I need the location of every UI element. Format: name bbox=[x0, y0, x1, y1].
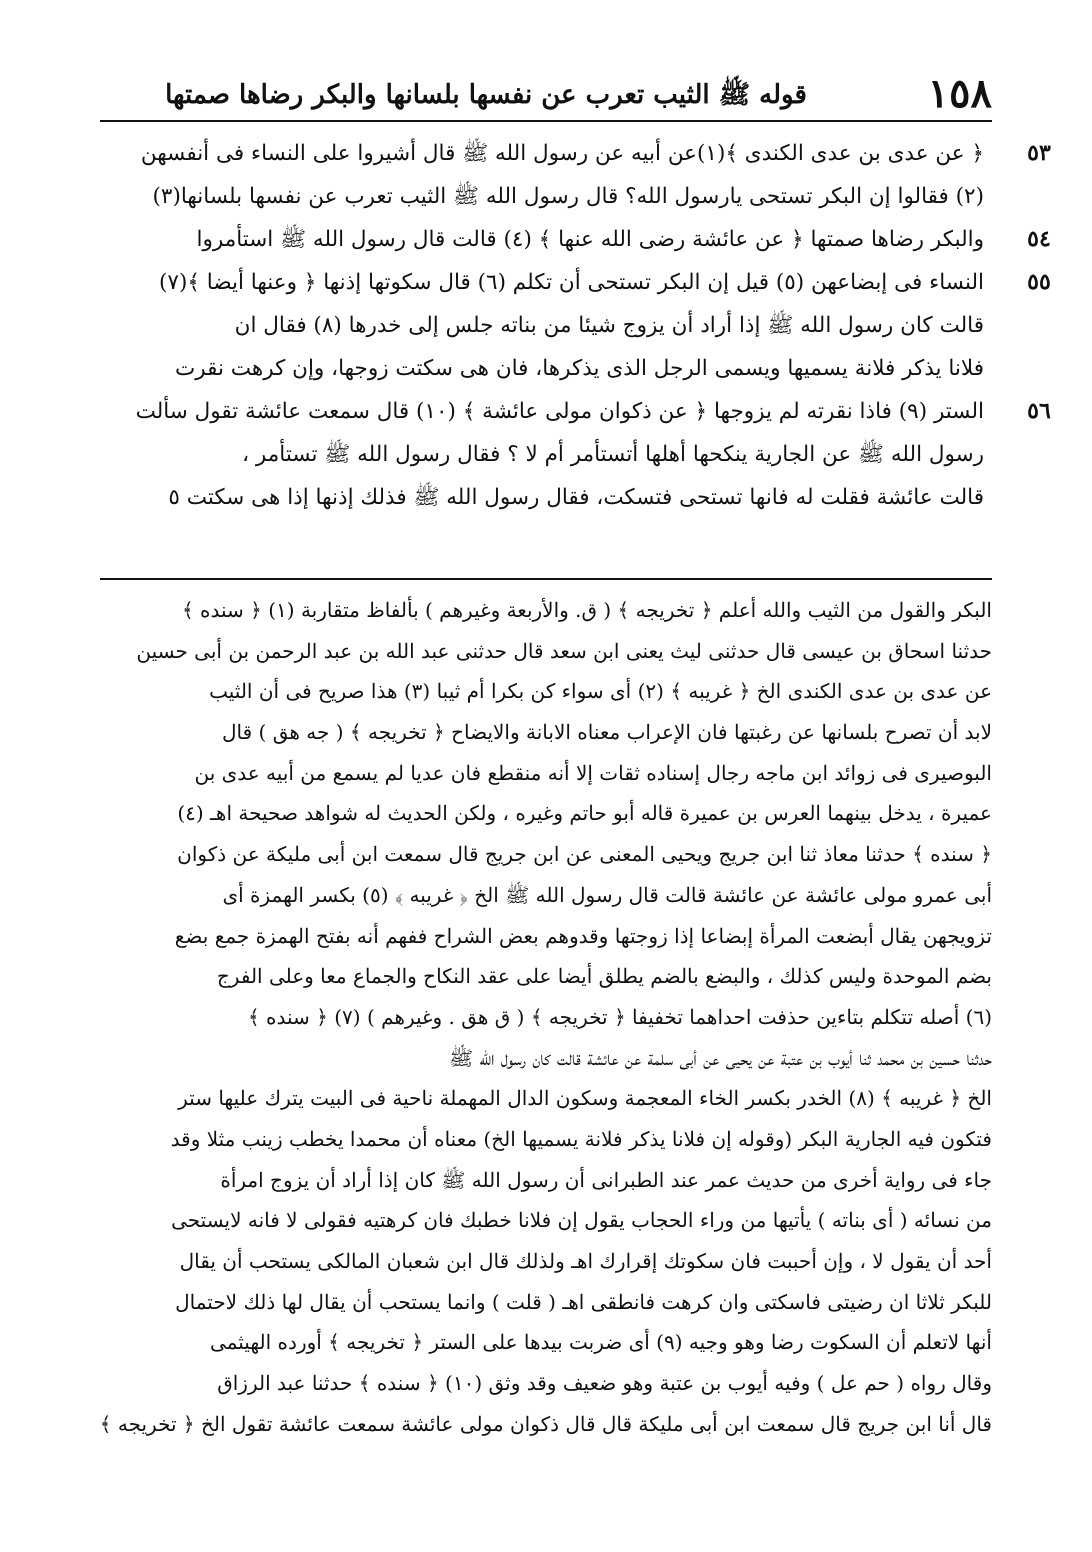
line-text: ﴿ عن عدى بن عدى الكندى ﴾(١)عن أبيه عن رسول الله ﷺ قال أشيروا على النساء فى أنفسهن bbox=[140, 141, 984, 166]
text-line bbox=[100, 218, 1051, 261]
hadith-number: ٥٥ bbox=[1027, 269, 1051, 295]
footnote-line: أحد أن يقول لا ، وإن أحببت فان سكوتك إقرارك اهـ ولذلك قال ابن شعبان المالكى يستحب أن يقال bbox=[179, 1249, 992, 1273]
footnote-line: الخ ﴿ غريبه ﴾ (٨) الخدر بكسر الخاء المعجمة وسكون الدال المهملة ناحية فى البيت يترك عليها ستر bbox=[178, 1086, 992, 1111]
footnote-line: للبكر ثلاثا ان رضيتى فاسكتى وان كرهت فانطقى اهـ ( قلت ) وانما يستحب أن يقال لها ذلك لاحتمال bbox=[175, 1289, 992, 1314]
footnote-line: قال أنا ابن جريج قال سمعت ابن أبى مليكة قال قال ذكوان مولى عائشة سمعت عائشة تقول الخ ﴿ تخريجه ﴾ bbox=[99, 1411, 992, 1436]
footnote-line: من نسائه ( أى بناته ) يأتيها من وراء الحجاب يقول إن فلانا خطبك فان كرهتيه فقولى لا فانه لايستحى bbox=[171, 1208, 992, 1233]
hadith-number: ٥٤ bbox=[1027, 226, 1051, 252]
text-line bbox=[100, 261, 1051, 304]
footnote-line: البوصيرى فى زوائد ابن ماجه رجال إسناده ثقات إلا أنه منقطع فان عديا لم يسمع من أبيه عدى بن bbox=[194, 760, 992, 785]
footnote-divider bbox=[100, 578, 992, 580]
main-text bbox=[100, 132, 1051, 519]
line-text: رسول الله ﷺ عن الجارية ينكحها أهلها أتستأمر أم لا ؟ فقال رسول الله ﷺ تستأمر ، bbox=[242, 442, 984, 467]
footnote-line: عميرة ، يدخل بينهما العرس بن عميرة قاله أبو حاتم وغيره ، ولكن الحديث له شواهد صحيحة اهـ (٤) bbox=[177, 801, 992, 826]
line-text: فلانا يذكر فلانة يسميها ويسمى الرجل الذى يذكرها، فان هى سكتت زوجها، وإن كرهت نقرت bbox=[174, 356, 984, 381]
text-line bbox=[100, 175, 992, 218]
hadith-number: ٥٦ bbox=[1027, 398, 1051, 424]
text-line bbox=[100, 390, 1051, 433]
footnote-line: عن عدى بن عدى الكندى الخ ﴿ غريبه ﴾ (٢) أى سواء كن بكرا أم ثيبا (٣) هذا صريح فى أن الثيب bbox=[209, 679, 992, 704]
line-text: قالت كان رسول الله ﷺ إذا أراد أن يزوج شيئا من بناته جلس إلى خدرها (٨) فقال ان bbox=[234, 313, 984, 338]
line-text: الستر (٩) فاذا نقرته لم يزوجها ﴿ عن ذكوان مولى عائشة ﴾ (١٠) قال سمعت عائشة تقول سألت bbox=[135, 399, 984, 424]
page-header bbox=[100, 60, 992, 122]
page-number: ١٥٨ bbox=[927, 70, 992, 117]
text-line bbox=[100, 433, 992, 476]
line-text: (٢) فقالوا إن البكر تستحى يارسول الله؟ قال رسول الله ﷺ الثيب تعرب عن نفسها بلسانها(٣) bbox=[152, 184, 984, 209]
footnote-line: بضم الموحدة وليس كذلك ، والبضع بالضم يطلق أيضا على عقد النكاح والجماع معا وعلى الفرج bbox=[216, 964, 992, 989]
footnote-line: جاء فى رواية أخرى من حديث عمر عند الطبرانى أن رسول الله ﷺ كان إذا أراد أن يزوج امرأة bbox=[220, 1167, 992, 1192]
footnote-line: حدثنا حسين بن محمد ثنا أيوب بن عتبة عن يحيى عن أبى سلمة عن عائشة قالت كان رسول الله ﷺ bbox=[448, 1045, 992, 1070]
footnote-line: حدثنا اسحاق بن عيسى قال حدثنى ليث يعنى ابن سعد قال حدثنى عبد الله بن عبد الرحمن بن أبى حسين bbox=[136, 638, 992, 663]
footnote-line: (٦) أصله تتكلم بتاءين حذفت احداهما تخفيفا ﴿ تخريجه ﴾ ( ق هق . وغيرهم ) (٧) ﴿ سنده ﴾ bbox=[247, 1004, 992, 1029]
text-line bbox=[100, 132, 1051, 175]
running-title: قوله ﷺ الثيب تعرب عن نفسها بلسانها والبكر رضاها صمتها bbox=[165, 80, 807, 110]
line-text: النساء فى إبضاعهن (٥) قيل إن البكر تستحى أن تكلم (٦) قال سكوتها إذنها ﴿ وعنها أيضا ﴾(٧) bbox=[159, 270, 984, 295]
hadith-number: ٥٣ bbox=[1027, 140, 1051, 166]
footnote-line: البكر والقول من الثيب والله أعلم ﴿ تخريجه ﴾ ( ق. والأربعة وغيرهم ) بألفاظ متقاربة (١) ﴿ سنده ﴾ bbox=[181, 598, 992, 622]
text-line bbox=[100, 347, 992, 390]
footnote-line: أنها لاتعلم أن السكوت رضا وهو وجيه (٩) أى ضربت بيدها على الستر ﴿ تخريجه ﴾ أورده الهيثمى bbox=[210, 1330, 992, 1355]
footnotes bbox=[100, 590, 992, 1444]
line-text: قالت عائشة فقلت له فانها تستحى فتسكت، فقال رسول الله ﷺ فذلك إذنها إذا هى سكتت ٥ bbox=[168, 485, 984, 510]
footnote-line: ﴿ سنده ﴾ حدثنا معاذ ثنا ابن جريج ويحيى المعنى عن ابن جريج قال سمعت ابن أبى مليكة عن ذكوان bbox=[177, 842, 992, 867]
footnote-line: أبى عمرو مولى عائشة عن عائشة قالت قال رسول الله ﷺ الخ ﴿ غريبه ﴾ (٥) بكسر الهمزة أى bbox=[222, 882, 992, 907]
footnote-line: فتكون فيه الجارية البكر (وقوله إن فلانا يذكر فلانة يسميها الخ) معناه أن محمدا يخطب زينب مثلا وقد bbox=[170, 1126, 992, 1151]
text-line bbox=[100, 476, 992, 519]
footnote-line: تزويجهن يقال أبضعت المرأة إبضاعا إذا زوجتها وقدوهم بعض الشراح ففهم أنه بفتح الهمزة جمع بضع bbox=[174, 923, 992, 948]
footnote-line: وقال رواه ( حم عل ) وفيه أيوب بن عتبة وهو ضعيف وقد وثق (١٠) ﴿ سنده ﴾ حدثنا عبد الرزاق bbox=[217, 1371, 992, 1396]
line-text: والبكر رضاها صمتها ﴿ عن عائشة رضى الله عنها ﴾ (٤) قالت قال رسول الله ﷺ استأمروا bbox=[196, 227, 984, 252]
footnote-line: لابد أن تصرح بلسانها عن رغبتها فان الإعراب معناه الابانة والايضاح ﴿ تخريجه ﴾ ( جه هق ) قال bbox=[222, 720, 992, 745]
text-line bbox=[100, 304, 992, 347]
